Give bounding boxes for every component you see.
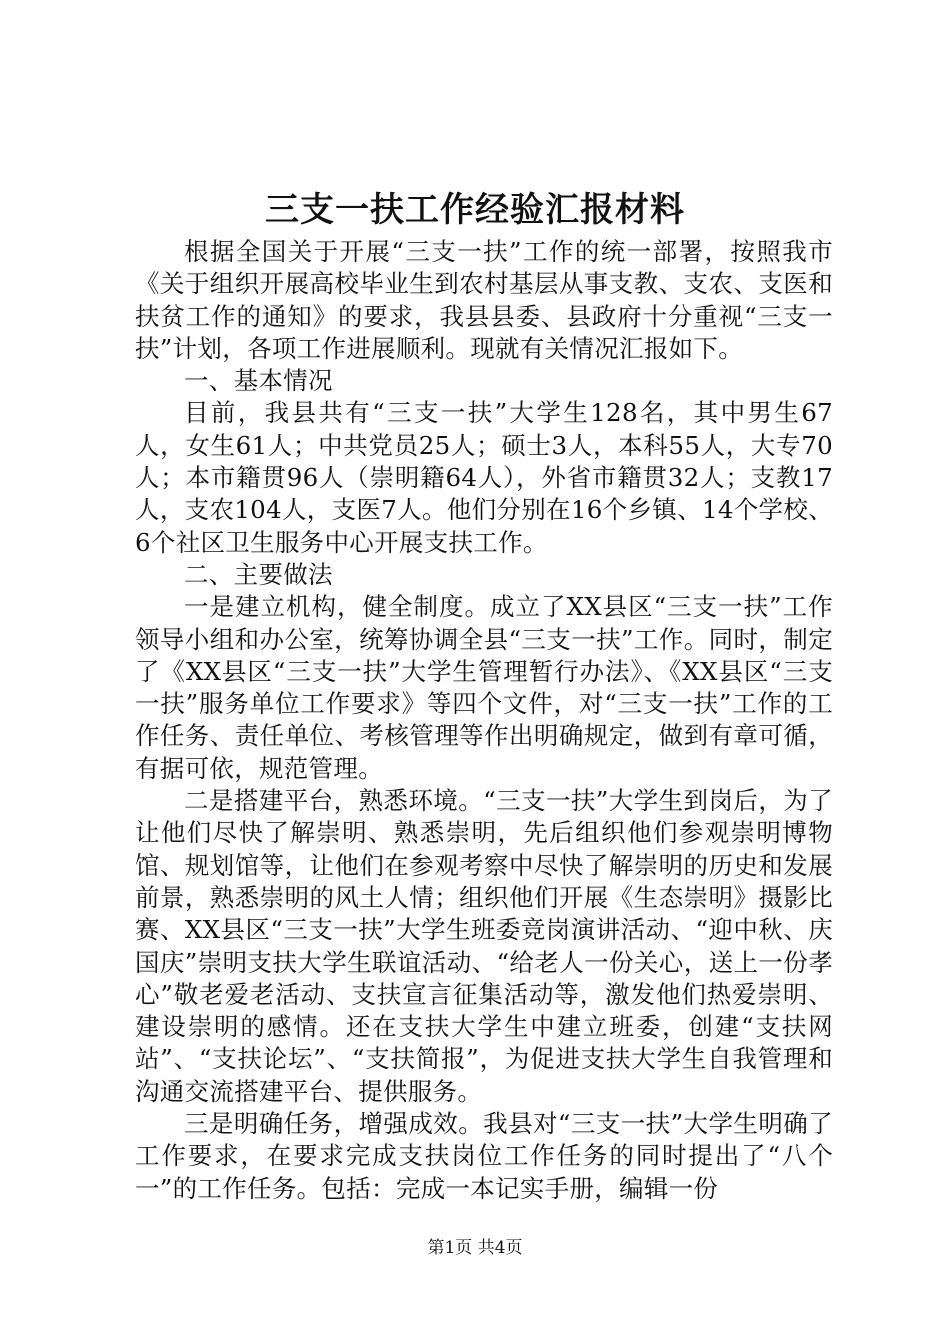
paragraph-intro: 根据全国关于开展“三支一扶”工作的统一部署，按照我市《关于组织开展高校毕业生到农村基层从事支教、支农、支医和扶贫工作的通知》的要求，我县县委、县政府十分重视“三支一扶”计划，各项工作进展顺利。现就有关情况汇报如下。 bbox=[135, 237, 833, 363]
paragraph-method-one: 一是建立机构，健全制度。成立了XX县区“三支一扶”工作领导小组和办公室，统筹协调全县“三支一扶”工作。同时，制定了《XX县区“三支一扶”大学生管理暂行办法》、《XX县区“三支一扶”服务单位工作要求》等四个文件，对“三支一扶”工作的工作任务、责任单位、考核管理等作出明确规定，做到有章可循，有据可依，规范管理。 bbox=[135, 592, 833, 783]
document-title: 三支一扶工作经验汇报材料 bbox=[265, 190, 685, 230]
document-body bbox=[135, 236, 833, 1205]
section-heading-methods: 二、主要做法 bbox=[184, 559, 333, 589]
section-heading-basic: 一、基本情况 bbox=[184, 366, 333, 396]
paragraph-method-three: 三是明确任务，增强成效。我县对“三支一扶”大学生明确了工作要求，在要求完成支扶岗位工作任务的同时提出了“八个一”的工作任务。包括：完成一本记实手册，编辑一份 bbox=[135, 1109, 833, 1203]
paragraph-basic-situation: 目前，我县共有“三支一扶”大学生128名，其中男生67人，女生61人；中共党员25人；硕士3人，本科55人，大专70人；本市籍贯96人（崇明籍64人），外省市籍贯32人；支教17人，支农104人，支医7人。他们分别在16个乡镇、14个学校、6个社区卫生服务中心开展支扶工作。 bbox=[135, 398, 833, 557]
page-footer: 第1页 共4页 bbox=[427, 1238, 523, 1258]
paragraph-method-two: 二是搭建平台，熟悉环境。“三支一扶”大学生到岗后，为了让他们尽快了解崇明、熟悉崇明，先后组织他们参观崇明博物馆、规划馆等，让他们在参观考察中尽快了解崇明的历史和发展前景，熟悉崇明的风土人情；组织他们开展《生态崇明》摄影比赛、XX县区“三支一扶”大学生班委竞岗演讲活动、“迎中秋、庆国庆”崇明支扶大学生联谊活动、“给老人一份关心，送上一份孝心”敬老爱老活动、支扶宣言征集活动等，激发他们热爱崇明、建设崇明的感情。还在支扶大学生中建立班委，创建“支扶网站”、“支扶论坛”、“支扶简报”，为促进支扶大学生自我管理和沟通交流搭建平台、提供服务。 bbox=[135, 786, 834, 1106]
